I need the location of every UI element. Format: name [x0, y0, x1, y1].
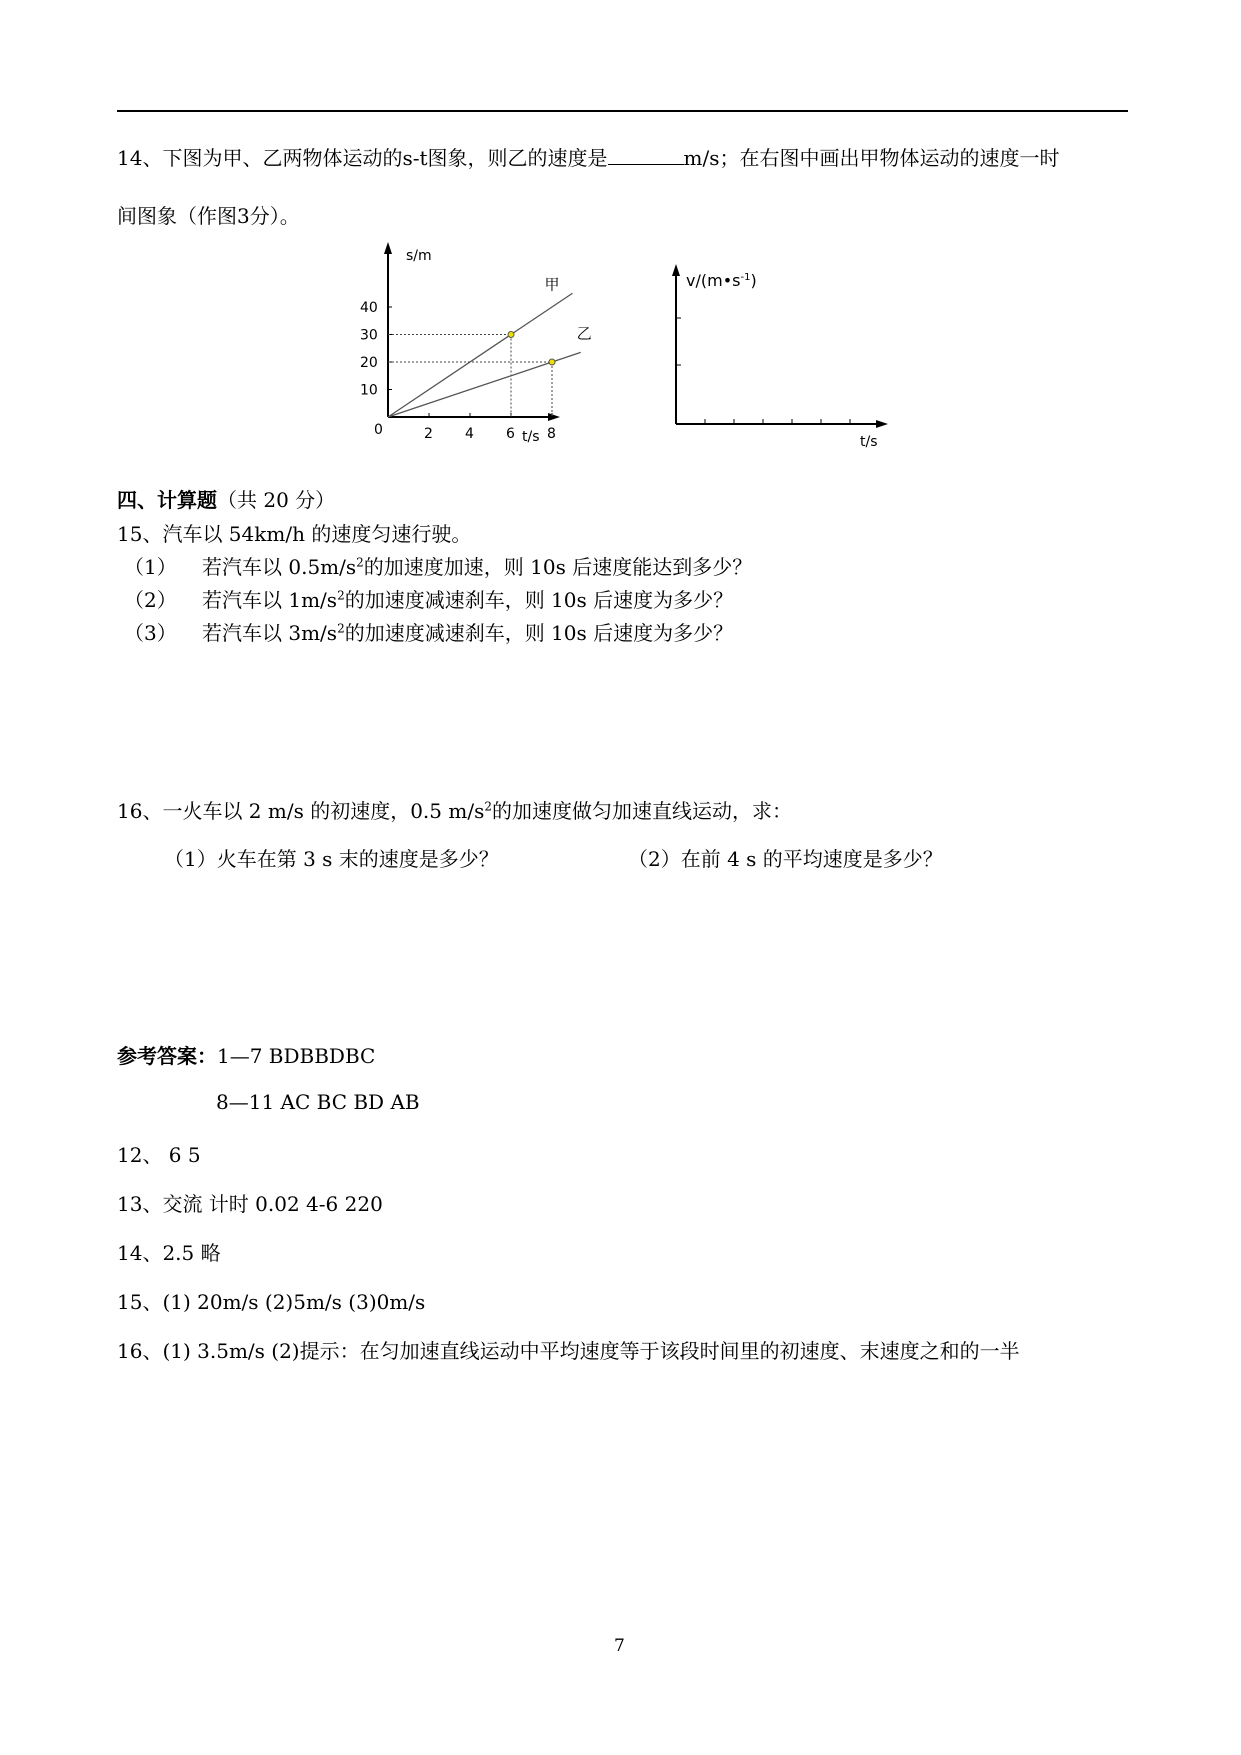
- st-x-arrow: [548, 413, 560, 421]
- answer-13: 13、交流 计时 0.02 4-6 220: [117, 1192, 383, 1216]
- answer-14: 14、2.5 略: [117, 1241, 221, 1265]
- answers-label: 参考答案：: [117, 1044, 217, 1068]
- st-series-label: 甲: [544, 275, 560, 294]
- vt-y-label: $v/(m•s^{-1})$: [686, 271, 757, 290]
- question-14-line2: 间图象（作图3分）。: [117, 204, 300, 228]
- q15-item-3: （3） 若汽车以 $3m/s^2$的加速度减速刹车，则 10s 后速度为多少？: [124, 621, 734, 645]
- st-y-tick-label: 40: [360, 300, 378, 316]
- st-series-label: 乙: [576, 324, 592, 343]
- vt-x-arrow: [876, 420, 888, 428]
- st-y-arrow: [384, 242, 392, 254]
- st-origin-label: 0: [374, 422, 383, 438]
- st-x-tick-label: 8: [547, 426, 556, 442]
- st-data-point: [549, 359, 555, 365]
- vt-y-arrow: [672, 264, 680, 276]
- section-4-title: 四、计算题: [117, 488, 217, 512]
- st-y-axis-label: s/m: [406, 248, 432, 264]
- page-number: 7: [614, 1636, 625, 1656]
- vt-x-label: t/s: [860, 434, 878, 450]
- q15-item-1: （1） 若汽车以 $0.5m/s^2$的加速度加速，则 10s 后速度能达到多少？: [124, 555, 753, 579]
- st-y-tick-label: 20: [360, 355, 378, 371]
- answers-line-1: [117, 1040, 375, 1069]
- answer-16: 16、(1) 3.5m/s (2)提示：在匀加速直线运动中平均速度等于该段时间里的初速度、末速度之和的一半: [117, 1339, 1020, 1363]
- st-y-tick-label: 30: [360, 327, 378, 344]
- answer-blank[interactable]: [608, 146, 684, 165]
- st-x-axis-label: t/s: [522, 429, 540, 445]
- answer-15: 15、(1) 20m/s (2)5m/s (3)0m/s: [117, 1290, 426, 1314]
- section-4-points: （共 20 分）: [217, 488, 336, 512]
- question-15-stem: 15、汽车以 54km/h 的速度匀速行驶。: [117, 522, 472, 546]
- vt-chart[interactable]: [660, 262, 900, 452]
- q14-text-part2: m/s；在右图中画出甲物体运动的速度一时: [683, 146, 1060, 170]
- st-series-line: [388, 293, 573, 417]
- q16-sub-2: （2）在前 4 s 的平均速度是多少？: [628, 847, 943, 871]
- st-y-tick-label: 10: [360, 382, 378, 399]
- q15-item-2: （2） 若汽车以 $1m/s^2$的加速度减速刹车，则 10s 后速度为多少？: [124, 588, 734, 612]
- answers-1-7: 1—7 BDBBDBC: [217, 1044, 376, 1068]
- question-16-stem: 16、一火车以 2 m/s 的初速度，0.5 $m/s^2$的加速度做匀加速直线运动，求：: [117, 799, 792, 823]
- answer-12: 12、 6 5: [117, 1143, 201, 1167]
- question-14-line1: [117, 142, 1059, 171]
- st-chart: [350, 240, 630, 455]
- answers-8-11: 8—11 AC BC BD AB: [216, 1090, 420, 1114]
- st-x-tick-label: 6: [506, 426, 515, 442]
- st-data-point: [508, 332, 514, 338]
- st-x-tick-label: 4: [465, 426, 474, 442]
- q16-sub-1: （1）火车在第 3 s 末的速度是多少？: [164, 847, 499, 871]
- section-4-heading: [117, 484, 335, 513]
- header-rule: [117, 110, 1128, 112]
- q14-text-part1: 14、下图为甲、乙两物体运动的s-t图象，则乙的速度是: [117, 146, 608, 170]
- st-x-tick-label: 2: [424, 426, 433, 442]
